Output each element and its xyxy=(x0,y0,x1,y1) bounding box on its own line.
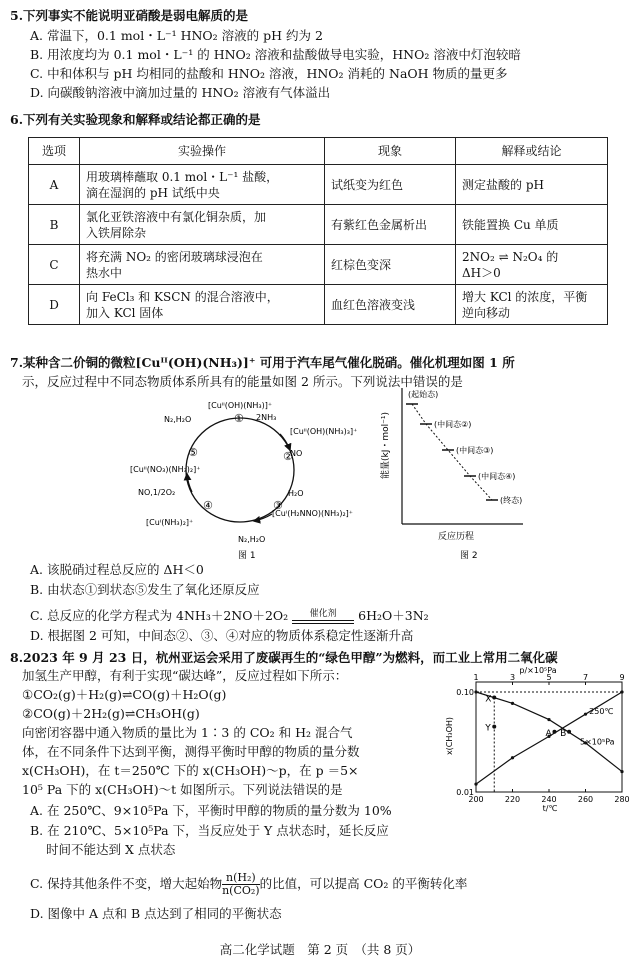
point-label-x: X xyxy=(485,694,492,705)
series-label-5e5pa: 5×10⁵Pa xyxy=(580,737,615,747)
point-label-b: B xyxy=(560,728,567,739)
figure1-caption: 图 1 xyxy=(238,551,256,561)
q8-option-a: A. 在 250℃、9×10⁵Pa 下，平衡时甲醇的物质的量分数为 10% xyxy=(30,803,392,818)
q6-row-c-option: C xyxy=(29,245,80,285)
q6-row xyxy=(29,165,608,205)
energy-state-4: (中间态④) xyxy=(478,472,516,481)
q6-row-c-operation: 将充满 NO₂ 的密闭玻璃球浸泡在 热水中 xyxy=(80,245,325,285)
q7-figure1-catalytic-cycle xyxy=(130,392,370,562)
q8-option-c: C. 保持其他条件不变，增大起始物 $\frac{\text{n(H₂)}}{\text{n(CO₂)}}$ 的比值，可以提高 CO₂ 的平衡转化率 xyxy=(30,871,468,897)
q6-row-c-conclusion: 2NO₂ ⇌ N₂O₄ 的 ΔH＞0 xyxy=(456,245,608,285)
top-tick-label: 7 xyxy=(582,673,589,682)
top-tick-label: 5 xyxy=(546,673,552,682)
species-5: [Cuᴵᴵ(NO₃)(NH₃)₂]⁺ xyxy=(130,465,201,474)
q6-row-a-operation: 用玻璃棒蘸取 0.1 mol・L⁻¹ 盐酸， 滴在湿润的 pH 试纸中央 xyxy=(80,165,325,205)
q6-header-option: 选项 xyxy=(29,138,80,165)
y-tick-label: 0.01 xyxy=(456,788,474,797)
point-label-y: Y xyxy=(485,723,491,734)
q7-option-d: D. 根据图 2 可知，中间态②、③、④对应的物质体系稳定性逐渐升高 xyxy=(30,628,414,643)
q6-row xyxy=(29,245,608,285)
species-3: [Cuᴵ(H₂NNO)(NH₃)₂]⁺ xyxy=(272,509,353,518)
q5-option-d: D. 向碳酸钠溶液中滴加过量的 HNO₂ 溶液有气体溢出 xyxy=(30,85,331,100)
q6-row-d-operation: 向 FeCl₃ 和 KSCN 的混合溶液中， 加入 KCl 固体 xyxy=(80,285,325,325)
q6-row-a-phenomenon: 试纸变为红色 xyxy=(325,165,456,205)
top-tick-label: 1 xyxy=(473,673,479,682)
q6-row-b-operation: 氯化亚铁溶液中有氯化铜杂质，加 入铁屑除杂 xyxy=(80,205,325,245)
series-label-250c: 250℃ xyxy=(589,707,614,717)
energy-axis-label: 能量(kJ・mol⁻¹) xyxy=(381,411,391,479)
q7-stem-line2: 示，反应过程中不同态物质体系所具有的能量如图 2 所示。下列说法中错误的是 xyxy=(22,374,463,389)
series-point xyxy=(474,782,477,785)
q8-line2: 加氢生产甲醇，有利于实现“碳达峰”，反应过程如下所示： xyxy=(22,668,348,683)
reagent-no-o2: NO,1/2O₂ xyxy=(138,488,176,497)
x-tick-label: 260 xyxy=(577,795,594,804)
x-axis-label: t/℃ xyxy=(542,804,558,813)
series-point xyxy=(511,756,514,759)
series-point xyxy=(620,770,623,773)
x-tick-label: 240 xyxy=(541,795,557,804)
q6-row-a-option: A xyxy=(29,165,80,205)
top-axis-label: p/×10⁵Pa xyxy=(519,666,557,675)
species-2: [Cuᴵᴵ(OH)(NH₃)₃]⁺ xyxy=(290,427,358,436)
q6-row xyxy=(29,205,608,245)
cycle-state-5: ⑤ xyxy=(188,446,198,459)
q6-header-conclusion: 解释或结论 xyxy=(456,138,608,165)
q8-reaction2: ②CO(g)＋2H₂(g)⇌CH₃OH(g) xyxy=(22,706,200,721)
top-tick-label: 9 xyxy=(619,673,625,682)
point-b xyxy=(567,730,571,734)
q8-methanol-chart xyxy=(446,664,632,814)
q6-row-d-option: D xyxy=(29,285,80,325)
q5-option-c: C. 中和体积与 pH 均相同的盐酸和 HNO₂ 溶液，HNO₂ 消耗的 NaOH 物质的量更多 xyxy=(30,66,508,81)
ratio-fraction: $\frac{\text{n(H₂)}}{\text{n(CO₂)}}$ xyxy=(222,871,260,897)
q8-line6: 10⁵ Pa 下的 x(CH₃OH)～t 如图所示。下列说法错误的是 xyxy=(22,782,343,797)
q6-row xyxy=(29,285,608,325)
q6-stem: 6.下列有关实验现象和解释或结论都正确的是 xyxy=(10,112,261,127)
q6-table xyxy=(28,137,608,325)
q6-row-b-option: B xyxy=(29,205,80,245)
q5-option-b: B. 用浓度均为 0.1 mol・L⁻¹ 的 HNO₂ 溶液和盐酸做导电实验，HNO₂ 溶液中灯泡较暗 xyxy=(30,47,521,62)
q5-stem: 5.下列事实不能说明亚硝酸是弱电解质的是 xyxy=(10,8,249,23)
q7-stem-line1: 7.某种含二价铜的微粒[Cuᴵᴵ(OH)(NH₃)]⁺ 可用于汽车尾气催化脱硝。催化机理如图 1 所 xyxy=(10,355,515,370)
product-n2-h2o: N₂,H₂O xyxy=(238,535,266,544)
product-n2-h2o-2: N₂,H₂O xyxy=(164,415,192,424)
q6-row-b-conclusion: 铁能置换 Cu 单质 xyxy=(456,205,608,245)
series-point xyxy=(511,702,514,705)
q6-header-phenomenon: 现象 xyxy=(325,138,456,165)
y-axis-label: x(CH₃OH) xyxy=(445,716,454,756)
q5-option-a: A. 常温下，0.1 mol・L⁻¹ HNO₂ 溶液的 pH 约为 2 xyxy=(30,28,323,43)
q8-line4: 体，在不同条件下达到平衡，测得平衡时甲醇的物质的量分数 xyxy=(22,744,360,759)
q6-row-c-phenomenon: 红棕色变深 xyxy=(325,245,456,285)
product-h2o: H₂O xyxy=(288,489,304,498)
q7-figure2-energy-diagram xyxy=(378,384,528,562)
q6-row-d-phenomenon: 血红色溶液变浅 xyxy=(325,285,456,325)
reagent-no: NO xyxy=(290,449,303,458)
energy-state-final: (终态) xyxy=(500,496,523,505)
q7-option-b: B. 由状态①到状态⑤发生了氧化还原反应 xyxy=(30,582,260,597)
species-4: [Cuᴵ(NH₃)₂]⁺ xyxy=(146,518,194,527)
cycle-state-1: ① xyxy=(234,412,244,425)
y-tick-label: 0.10 xyxy=(456,688,474,697)
progress-axis-label: 反应历程 xyxy=(438,532,475,542)
q8-line1: 8.2023 年 9 月 23 日，杭州亚运会采用了废碳再生的“绿色甲醇”为燃料，而工业上常用二氧化碳 xyxy=(10,650,558,665)
q8-reaction1: ①CO₂(g)＋H₂(g)⇌CO(g)＋H₂O(g) xyxy=(22,687,227,702)
cycle-state-4: ④ xyxy=(203,499,213,512)
q6-header-operation: 实验操作 xyxy=(80,138,325,165)
species-1: [Cuᴵᴵ(OH)(NH₃)]⁺ xyxy=(208,401,273,410)
q8-option-d: D. 图像中 A 点和 B 点达到了相同的平衡状态 xyxy=(30,906,282,921)
x-tick-label: 200 xyxy=(468,795,484,804)
cycle-state-2: ② xyxy=(283,450,293,463)
figure2-caption: 图 2 xyxy=(460,551,478,561)
energy-state-3: (中间态③) xyxy=(456,446,494,455)
q6-row-a-conclusion: 测定盐酸的 pH xyxy=(456,165,608,205)
point-label-a: A xyxy=(545,728,552,739)
q8-option-b-line1: B. 在 210℃、5×10⁵Pa 下，当反应处于 Y 点状态时，延长反应 xyxy=(30,823,389,838)
q7-option-c: C. 总反应的化学方程式为 4NH₃＋2NO＋2O₂ 催化剂 6H₂O＋3N₂ xyxy=(30,608,429,623)
q6-row-d-conclusion: 增大 KCl 的浓度，平衡 逆向移动 xyxy=(456,285,608,325)
x-tick-label: 220 xyxy=(504,795,521,804)
x-tick-label: 280 xyxy=(614,795,630,804)
q8-line3: 向密闭容器中通入物质的量比为 1∶3 的 CO₂ 和 H₂ 混合气 xyxy=(22,725,353,740)
point-a xyxy=(552,730,556,734)
page-footer: 高二化学试题 第 2 页 （共 8 页） xyxy=(219,942,421,957)
energy-state-initial: (起始态) xyxy=(408,390,439,399)
energy-state-2: (中间态②) xyxy=(434,420,472,429)
catalyst-equilibrium-arrow: 催化剂 xyxy=(292,609,354,624)
cycle-state-3: ③ xyxy=(273,499,283,512)
q8-line5: x(CH₃OH)，在 t＝250℃ 下的 x(CH₃OH)～p，在 p ＝5× xyxy=(22,763,359,778)
top-tick-label: 3 xyxy=(509,673,516,682)
q7-option-a: A. 该脱硝过程总反应的 ΔH＜0 xyxy=(30,562,204,577)
series-point xyxy=(547,718,550,721)
q6-row-b-phenomenon: 有紫红色金属析出 xyxy=(325,205,456,245)
q8-option-b-line2: 时间不能达到 X 点状态 xyxy=(46,842,176,857)
series-point xyxy=(584,713,587,716)
reagent-2nh3: 2NH₃ xyxy=(256,413,277,422)
